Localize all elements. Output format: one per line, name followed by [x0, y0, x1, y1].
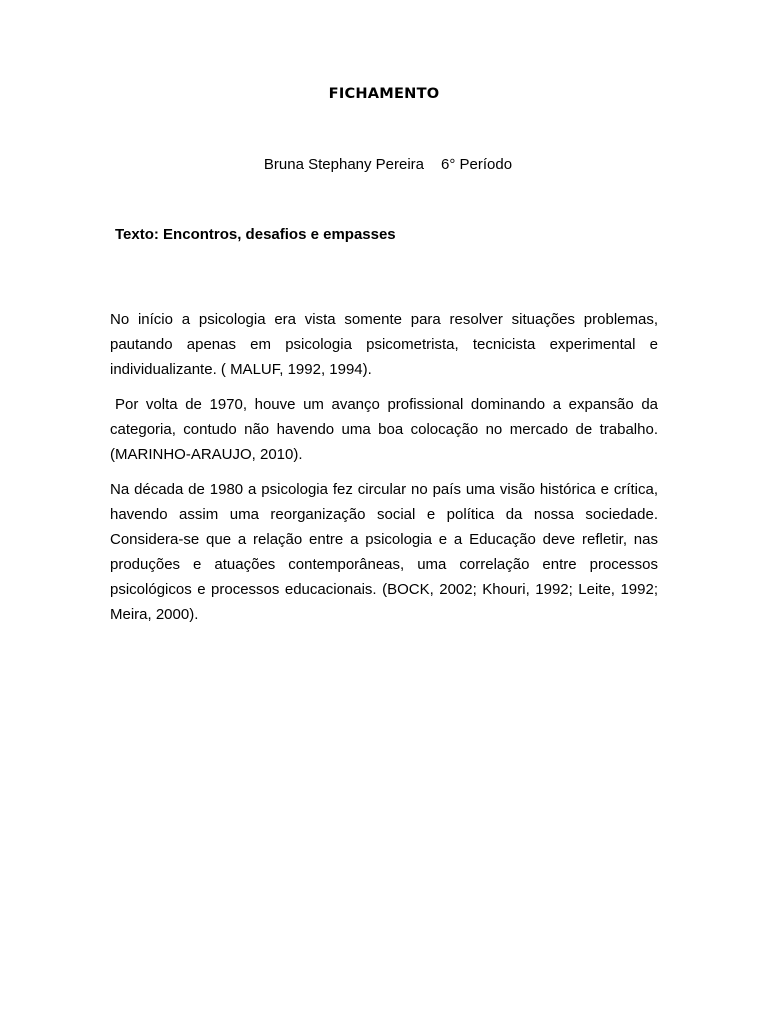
- document-title: FICHAMENTO: [328, 85, 440, 102]
- period-label: 6° Período: [441, 156, 513, 173]
- author-line: [0, 156, 768, 173]
- paragraph-1: No início a psicologia era vista somente para resolver situações problemas, pautando apenas em psicologia psicometrista, tecnicista experimental e individualizante. ( MALUF, 1992, 1994).: [110, 311, 658, 378]
- paragraph-3: Na década de 1980 a psicologia fez circular no país uma visão histórica e crítica, havendo assim uma reorganização social e política da nossa sociedade. Considera-se que a relação entre a psicologia e a Educação deve refletir, nas produções e atuações contemporâneas, uma correlação entre processos psicológicos e processos educacionais. (BOCK, 2002; Khouri, 1992; Leite, 1992; Meira, 2000).: [110, 481, 658, 623]
- paragraph-2: Por volta de 1970, houve um avanço profissional dominando a expansão da categoria, contudo não havendo uma boa colocação no mercado de trabalho. (MARINHO-ARAUJO, 2010).: [110, 396, 658, 463]
- author-name: Bruna Stephany Pereira: [263, 156, 425, 173]
- text-heading: Texto: Encontros, desafios e empasses: [115, 226, 396, 243]
